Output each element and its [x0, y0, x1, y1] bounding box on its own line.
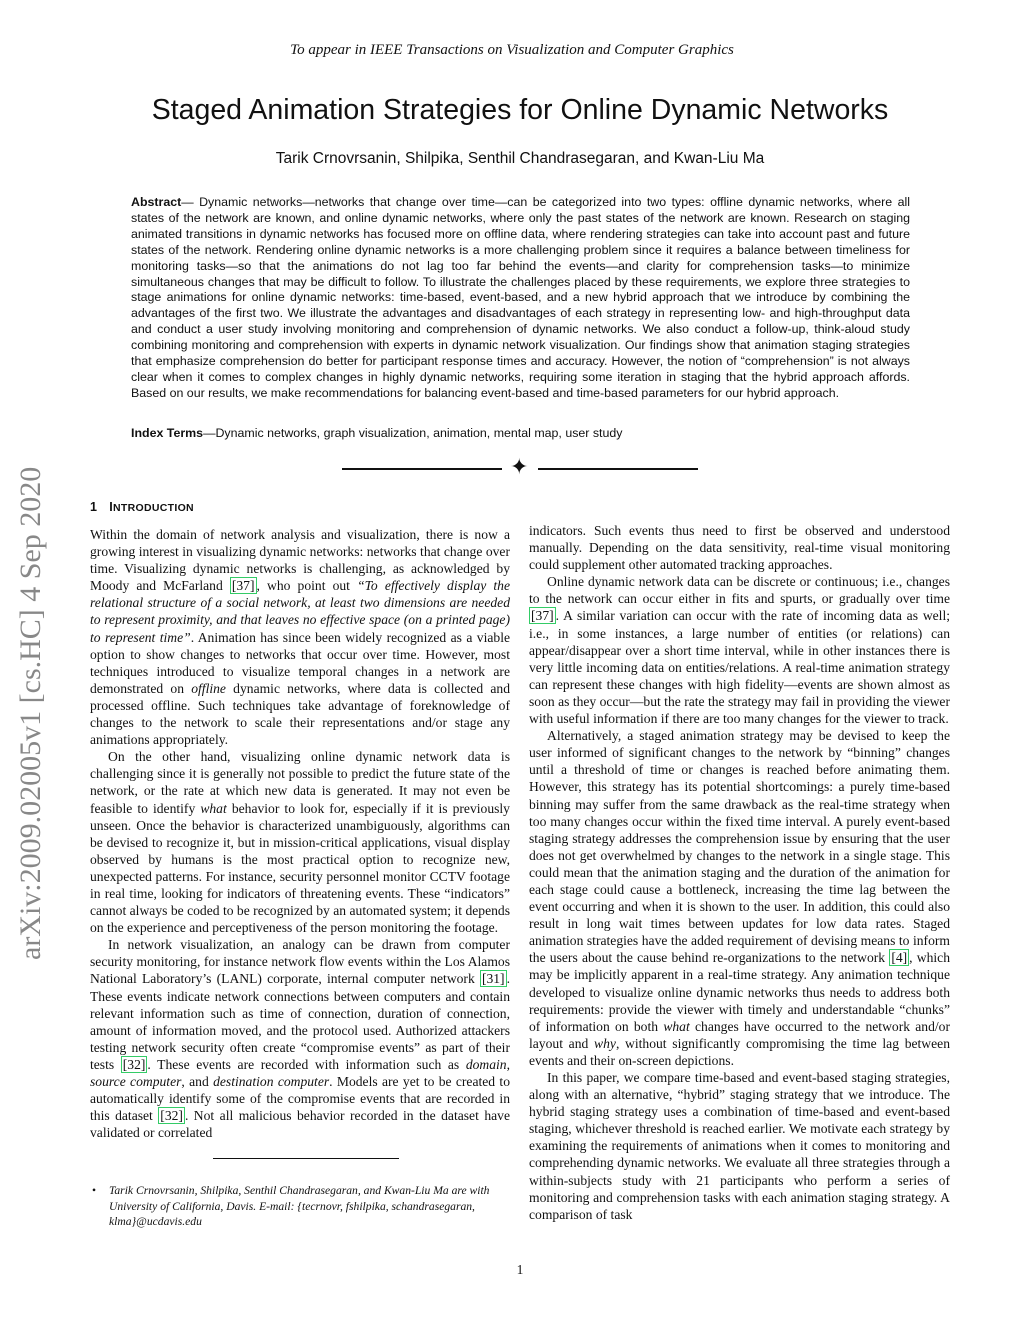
text-run: . These events are recorded with information such as	[147, 1056, 466, 1072]
paragraph	[90, 526, 510, 748]
index-terms-label: Index Terms	[131, 426, 204, 440]
bullet-icon: •	[92, 1184, 97, 1197]
abstract	[131, 195, 910, 402]
text-run: . Models are yet to be created to automatically identify some of the compromise events that are recorded in this dataset	[90, 1074, 510, 1124]
text-run: dynamic networks, where data is collected and processed offline. Such techniques take advantage of foreknowledge of changes to the network to scale their representations and/or stage any animations appropriately.	[90, 680, 511, 748]
emphasis: source computer	[90, 1074, 182, 1089]
text-run: , who point out	[256, 578, 358, 594]
journal-header: To appear in IEEE Transactions on Visualization and Computer Graphics	[290, 42, 734, 58]
citation-link[interactable]: [32]	[160, 1108, 183, 1124]
paragraph	[90, 748, 510, 936]
paragraph	[529, 573, 950, 727]
index-terms-text: —Dynamic networks, graph visualization, animation, mental map, user study	[203, 426, 623, 440]
text-run: In network visualization, an analogy can be drawn from computer security monitoring, for instance network flow events within the Los Alamos National Laboratory’s (LANL) corporate, internal computer network	[90, 937, 510, 987]
text-run: , which may be implicitly apparent in a real-time strategy. Any animation technique developed to visualize online dynamic networks thus needs to address both requirements: provide the viewer with timely and understandable “chunks” of information on both	[529, 950, 950, 1034]
text-run: . These events indicate network connections between computers and contain relevant information such as time of connection, duration of connection, amount of information moved, and the protocol used. Authorized attackers testing network security often create “compromise events” as part of their tests	[90, 971, 510, 1072]
citation-link[interactable]: [31]	[481, 971, 505, 987]
abstract-text: — Dynamic networks—networks that change over time—can be categorized into two types: offline dynamic networks, where all states of the network are known, and online dynamic networks, where only the past states of the network are known. Research on staging animated transitions in dynamic networks has focused more on offline data, where rendering strategies can take into account past and future states of the network. Rendering online dynamic networks is a more challenging problem since it requires a balance between timeliness for monitoring tasks—so that the animations do not lag too far behind the events—and clarity for comprehension tasks—to minimize simultaneous changes that may be difficult to follow. To illustrate the challenges placed by these requirements, we explore three strategies to stage animations for online dynamic networks: time-based, event-based, and a new hybrid approach that we introduce by combining the advantages of the first two. We illustrate the advantages and disadvantages of each strategy in representing low- and high-throughput data and conduct a user study involving monitoring and comprehension of dynamic networks. We also conduct a follow-up, think-aloud study combining monitoring and comprehension with experts in dynamic network visualization. Our findings show that animation staging strategies that emphasize comprehension do better for participant response times and accuracy. However, the notion of “comprehension” is not always clear when it comes to complex changes in highly dynamic networks, requiring some iteration in staging that the hybrid approach affords. Based on our results, we make recommendations for balancing event-based and time-based parameters for our hybrid approach.	[131, 195, 910, 400]
citation-link[interactable]: [37]	[531, 608, 554, 624]
text-run: Within the domain of network analysis and visualization, there is now a growing interest in visualizing dynamic networks: networks that change over time. Visualizing dynamic networks is challenging, as acknowledged by Moody and McFarland	[90, 527, 510, 594]
paragraph	[529, 727, 950, 1069]
page-number: 1	[516, 1262, 524, 1277]
citation-link[interactable]: [32]	[122, 1056, 146, 1072]
paper-title: Staged Animation Strategies for Online Dynamic Networks	[151, 94, 889, 126]
citation-link[interactable]: [37]	[231, 578, 255, 594]
paragraph	[90, 936, 510, 1141]
text-run: Alternatively, a staged animation strategy may be devised to keep the user informed of significant changes to the network by “binning” changes until a threshold of time or changes is reached before animating them. However, this strategy has its potential shortcomings: a purely time-based binning may suffer from the same drawback as the real-time strategy when too many changes occur within the fixed time interval. A purely event-based staging strategy addresses the comprehension issue by ensuring that the user does not get overwhelmed by changes to the network in a single stage. This could mean that the animation staging and the duration of the animation for each stage could cause a bottleneck, increasing the time lag between the event occurring and when it is shown to the user. In addition, this could also result in long wait times between updates for low data rates. Staged animation strategies have the added requirement of devising means to inform the users about the cause behind re-organizations to the network	[529, 728, 950, 966]
left-column	[90, 526, 510, 1141]
emphasis: domain	[465, 1056, 507, 1072]
text-run: . Not all malicious behavior recorded in the dataset have validated or correlated	[90, 1108, 510, 1141]
index-terms	[131, 426, 910, 440]
paragraph: indicators. Such events thus need to first be observed and understood manually. Depending on the data sensitivity, real-time visual monitoring could supplement other automated tracking approaches.	[529, 523, 950, 573]
footnote-text: Tarik Crnovrsanin, Shilpika, Senthil Chandrasegaran, and Kwan-Liu Ma are with University of California, Davis. E-mail: {tecrnovr, fshilpika, schandrasegaran, klma}@ucdavis.edu	[109, 1184, 490, 1228]
section-heading	[90, 500, 194, 514]
emphasis: what	[663, 1018, 690, 1034]
text-run: , and	[181, 1074, 214, 1089]
emphasis: why	[594, 1035, 616, 1051]
footnote-rule	[213, 1158, 399, 1159]
text-run: changes have occurred to the network and/or layout and	[529, 1018, 951, 1051]
text-run: behavior to look for, especially if it is previously unseen. Once the behavior is characterized unambiguously, algorithms can be devised to recognize it, but in mission-critical applications, visual display observed by humans is the most practical option to recognize new, unexpected patterns. For instance, security personnel monitor CCTV footage in real time, looking for indicators of threatening events. These “indicators” cannot always be coded to be recognized by an automated system; it depends on the experience and perceptiveness of the person monitoring the footage.	[90, 800, 510, 936]
emphasis: offline	[191, 680, 226, 696]
divider-star-icon: ✦	[510, 455, 529, 480]
author-list: Tarik Crnovrsanin, Shilpika, Senthil Chandrasegaran, and Kwan-Liu Ma	[275, 150, 765, 167]
emphasis: what	[200, 800, 227, 816]
text-run: ,	[506, 1056, 510, 1072]
section-title-initial: I	[109, 500, 114, 514]
text-run: Online dynamic network data can be discrete or continuous; i.e., changes to the network can occur either in fits and spurts, or gradually over time	[529, 574, 950, 607]
text-run: . Animation has since been widely recognized as a viable option to show changes to networks that occur over time. However, most techniques introduced to visualize temporal changes in a network are demonstrated on	[90, 629, 510, 696]
section-number: 1	[90, 500, 98, 514]
arxiv-identifier: arXiv:2009.02005v1 [cs.HC] 4 Sep 2020	[14, 466, 47, 960]
abstract-label: Abstract	[131, 195, 182, 209]
emphasis: destination computer	[213, 1074, 330, 1089]
divider-rule-right	[538, 468, 698, 470]
text-run: . A similar variation can occur with the rate of incoming data as well; i.e., in some instances, a large number of entities (or relations) can appear/disappear over a short time interval, while in other instances there is very little incoming data on entities/relations. A real-time animation strategy can represent these changes with high fidelity—events are shown almost as soon as they occur—but the rate the strategy may fail in providing the viewer with useful information if there are too many changes for the viewer to track.	[529, 608, 950, 727]
divider-rule-left	[342, 468, 502, 470]
section-divider	[342, 455, 698, 480]
citation-link[interactable]: [4]	[891, 950, 908, 966]
footnote	[92, 1183, 510, 1230]
right-column	[529, 522, 950, 1223]
text-run: On the other hand, visualizing online dynamic network data is challenging since it is generally not possible to predict the future state of the network, or the rate at which new data is generated. It may not even be feasible to identify	[90, 749, 510, 816]
text-run: , without significantly compromising the time lag between events and their on-screen depictions.	[529, 1035, 950, 1068]
quotation: “To effectively display the relational structure of a social network, at least two dimensions are needed to represent proximity, and that leaves no effective space (on a printed page) to represent time”	[90, 578, 511, 645]
section-title-rest: NTRODUCTION	[113, 502, 194, 514]
paragraph: In this paper, we compare time-based and event-based staging strategies, along with an alternative, “hybrid” staging strategy that we introduce. The hybrid staging strategy uses a combination of time-based and event-based staging, whichever threshold is reached earlier. We motivate each strategy by examining the requirements of animations when it comes to monitoring and comprehending dynamic networks. We evaluate all three strategies through a within-subjects study with 21 participants who perform a series of monitoring and comprehension tasks with each animation staging strategy. A comparison of task	[529, 1070, 950, 1222]
